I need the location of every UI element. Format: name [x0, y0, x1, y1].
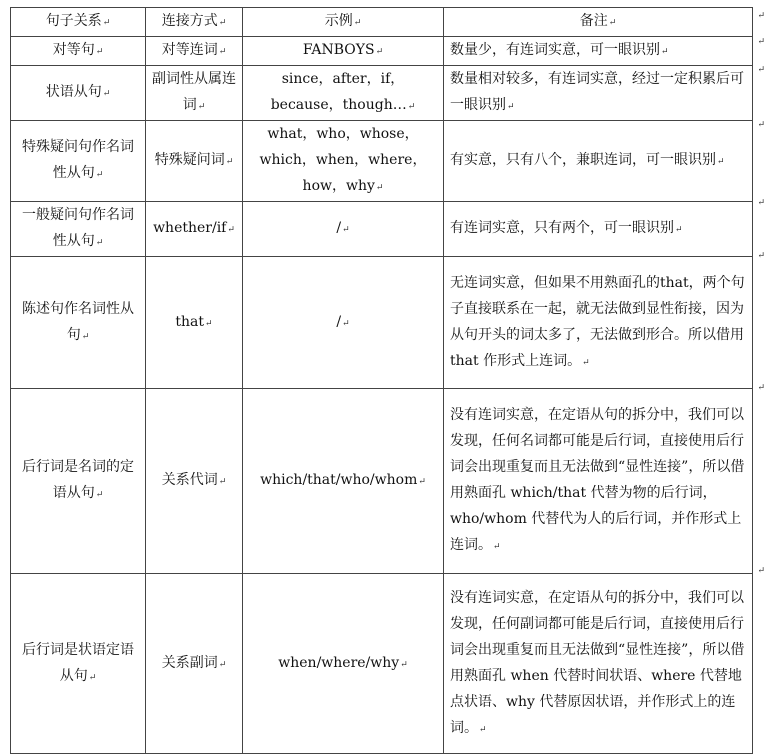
- note-cell: 有连词实意，只有两个，可一眼识别↵: [444, 202, 753, 257]
- row-end-mark: ↵: [757, 65, 765, 75]
- row-end-mark: ↵: [757, 198, 765, 208]
- table-header-row: [11, 8, 753, 37]
- table-row: [11, 257, 753, 389]
- note-cell: 数量少，有连词实意，可一眼识别↵: [444, 37, 753, 66]
- note-cell: 没有连词实意，在定语从句的拆分中，我们可以发现，任何副词都可能是后行词，直接使用后行词会出现重复而且无法做到“显性连接”，所以借用熟面孔 when 代替时间状语、where 代替地点状语、why 代替原因状语，并作形式上的连词。↵: [444, 574, 753, 754]
- row-end-mark: ↵: [757, 251, 765, 261]
- row-end-mark: ↵: [757, 566, 765, 576]
- row-end-mark: ↵: [757, 120, 765, 130]
- connector-cell: that↵: [146, 257, 243, 389]
- relation-cell: 陈述句作名词性从句↵: [11, 257, 146, 389]
- table-row: [11, 389, 753, 574]
- row-end-mark: ↵: [757, 383, 765, 393]
- example-cell: FANBOYS↵: [243, 37, 444, 66]
- connector-cell: 特殊疑问词↵: [146, 121, 243, 202]
- example-cell: what，who，whose，which，when，where，how，why↵: [243, 121, 444, 202]
- header-cell-relation: 句子关系↵: [11, 8, 146, 37]
- example-cell: when/where/why↵: [243, 574, 444, 754]
- note-cell: 有实意，只有八个，兼职连词，可一眼识别↵: [444, 121, 753, 202]
- note-cell: 数量相对较多，有连词实意，经过一定积累后可一眼识别↵: [444, 66, 753, 121]
- relation-cell: 状语从句↵: [11, 66, 146, 121]
- table-row: [11, 37, 753, 66]
- relation-cell: 后行词是名词的定语从句↵: [11, 389, 146, 574]
- note-cell: 没有连词实意，在定语从句的拆分中，我们可以发现，任何名词都可能是后行词，直接使用后行词会出现重复而且无法做到“显性连接”，所以借用熟面孔 which/that 代替为物的后行词，who/whom 代替代为人的后行词，并作形式上连词。↵: [444, 389, 753, 574]
- header-cell-example: 示例↵: [243, 8, 444, 37]
- table-row: [11, 574, 753, 754]
- table-row: [11, 202, 753, 257]
- row-end-mark: ↵: [757, 11, 765, 21]
- relation-cell: 对等句↵: [11, 37, 146, 66]
- relation-cell: 一般疑问句作名词性从句↵: [11, 202, 146, 257]
- row-end-mark: ↵: [757, 37, 765, 47]
- example-cell: /↵: [243, 257, 444, 389]
- relation-cell: 后行词是状语定语从句↵: [11, 574, 146, 754]
- table-row: [11, 66, 753, 121]
- relation-cell: 特殊疑问句作名词性从句↵: [11, 121, 146, 202]
- header-cell-connector: 连接方式↵: [146, 8, 243, 37]
- example-cell: since，after，if，because，though…↵: [243, 66, 444, 121]
- connector-cell: 关系副词↵: [146, 574, 243, 754]
- connector-cell: 关系代词↵: [146, 389, 243, 574]
- connector-cell: 对等连词↵: [146, 37, 243, 66]
- example-cell: /↵: [243, 202, 444, 257]
- connector-cell: whether/if↵: [146, 202, 243, 257]
- note-cell: 无连词实意，但如果不用熟面孔的that，两个句子直接联系在一起，就无法做到显性衔接，因为从句开头的词太多了，无法做到形合。所以借用 that 作形式上连词。↵: [444, 257, 753, 389]
- example-cell: which/that/who/whom↵: [243, 389, 444, 574]
- header-cell-note: 备注↵: [444, 8, 753, 37]
- comparison-table: [10, 7, 753, 754]
- connector-cell: 副词性从属连词↵: [146, 66, 243, 121]
- table-row: [11, 121, 753, 202]
